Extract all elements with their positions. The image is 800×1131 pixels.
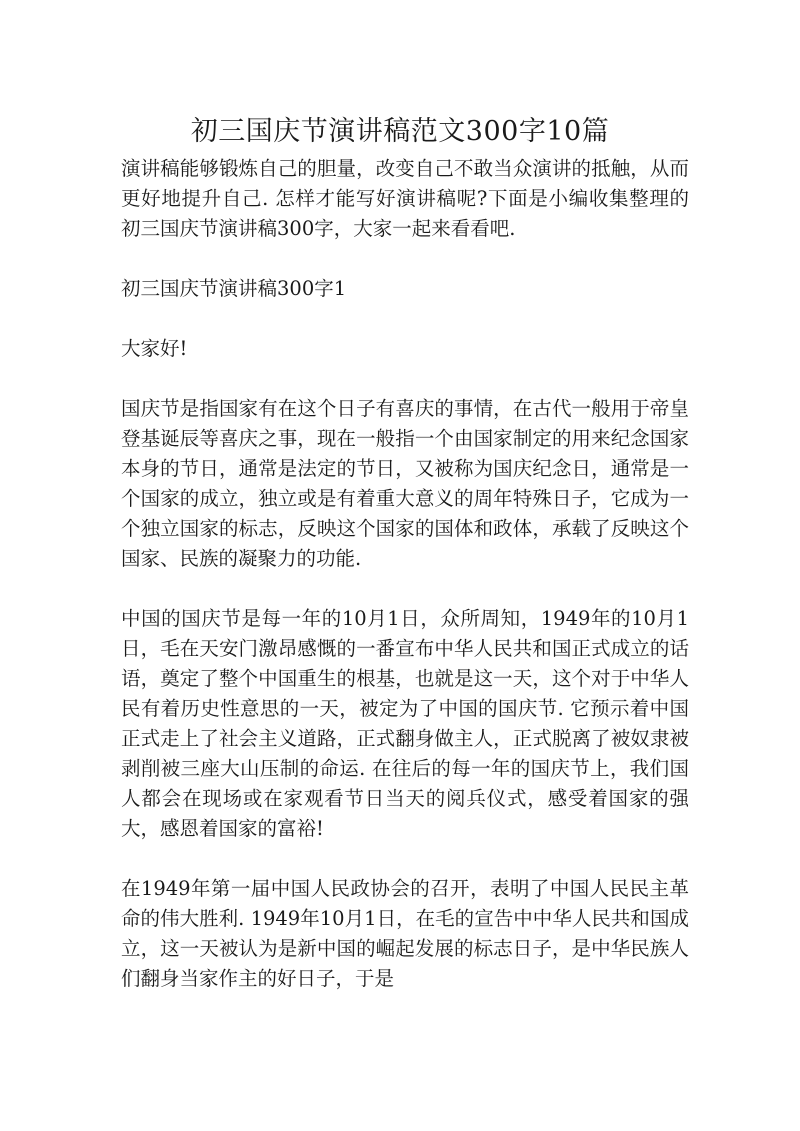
paragraph-gap xyxy=(121,244,689,274)
body-paragraph: 国庆节是指国家有在这个日子有喜庆的事情，在古代一般用于帝皇登基诞辰等喜庆之事，现在一般指一个由国家制定的用来纪念国家本身的节日，通常是法定的节日，又被称为国庆纪念日，通常是一个国家的成立，独立或是有着重大意义的周年特殊日子，它成为一个独立国家的标志，反映这个国家的国体和政体，承载了反映这个国家、民族的凝聚力的功能. xyxy=(121,397,689,570)
paragraph-gap xyxy=(121,364,689,394)
paragraph-gap xyxy=(121,844,689,874)
paragraph-gap xyxy=(121,304,689,334)
greeting-paragraph: 大家好! xyxy=(121,337,188,360)
paragraph-gap xyxy=(121,574,689,604)
section-heading: 初三国庆节演讲稿300字1 xyxy=(121,277,347,300)
body-paragraph: 在1949年第一届中国人民政协会的召开，表明了中国人民民主革命的伟大胜利. 1949年10月1日，在毛的宣告中中华人民共和国成立，这一天被认为是新中国的崛起发展的标志日子，是中华民族人们翻身当家作主的好日子，于是 xyxy=(121,877,689,990)
body-paragraph: 中国的国庆节是每一年的10月1日，众所周知，1949年的10月1日，毛在天安门激昂感慨的一番宣布中华人民共和国正式成立的话语，奠定了整个中国重生的根基，也就是这一天，这个对于中华人民有着历史性意思的一天，被定为了中国的国庆节. 它预示着中国正式走上了社会主义道路，正式翻身做主人，正式脱离了被奴隶被剥削被三座大山压制的命运. 在往后的每一年的国庆节上，我们国人都会在现场或在家观看节日当天的阅兵仪式，感受着国家的强大，感恩着国家的富裕! xyxy=(121,607,689,840)
intro-paragraph: 演讲稿能够锻炼自己的胆量，改变自己不敢当众演讲的抵触，从而更好地提升自己. 怎样才能写好演讲稿呢?下面是小编收集整理的初三国庆节演讲稿300字，大家一起来看看吧. xyxy=(121,157,689,240)
document-body xyxy=(121,154,689,994)
document-title: 初三国庆节演讲稿范文300字10篇 xyxy=(190,116,610,147)
